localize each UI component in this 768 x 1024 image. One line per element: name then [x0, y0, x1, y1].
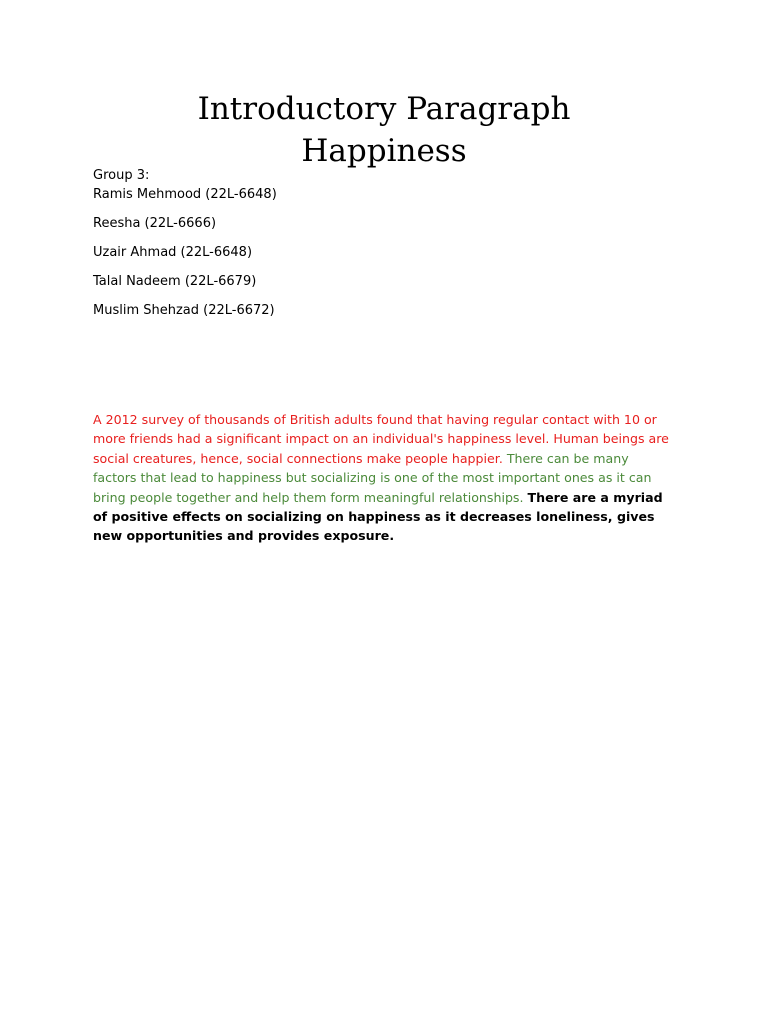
- group-label: Group 3:: [93, 168, 150, 183]
- title-line-1: Introductory Paragraph: [197, 91, 571, 127]
- member-name: Muslim Shehzad (22L-6672): [93, 303, 275, 318]
- member-name: Ramis Mehmood (22L-6648): [93, 187, 277, 202]
- member-name: Talal Nadeem (22L-6679): [93, 274, 257, 289]
- title-line-2: Happiness: [301, 133, 467, 169]
- paragraph-black-segment: There are a myriad of positive effects on socializing on happiness as it decreases loneliness, gives new opportunities and provides exposure.: [93, 489, 663, 544]
- paragraph-red-segment: A 2012 survey of thousands of British adults found that having regular contact with 10 or more friends had a significant impact on an individual's happiness level. Human beings are social creatures, hence, social connections make people happier.: [93, 412, 669, 466]
- group-members: [93, 166, 277, 320]
- member-name: Reesha (22L-6666): [93, 216, 217, 231]
- document-title: [0, 88, 768, 172]
- member-name: Uzair Ahmad (22L-6648): [93, 245, 253, 260]
- paragraph-green-segment: There can be many factors that lead to happiness but socializing is one of the most important ones as it can bring people together and help them form meaningful relationships.: [93, 450, 652, 505]
- introductory-paragraph: [93, 410, 675, 546]
